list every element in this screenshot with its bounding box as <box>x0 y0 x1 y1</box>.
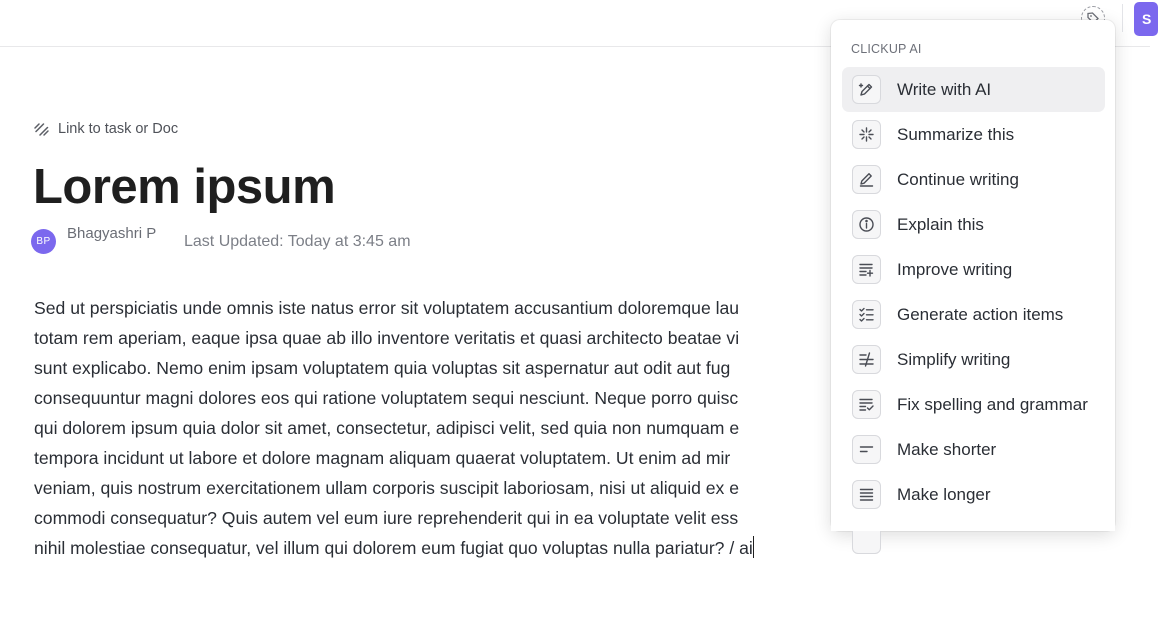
menu-list <box>842 67 1105 562</box>
page-title[interactable]: Lorem ipsum <box>33 160 336 214</box>
pencil-icon <box>852 165 881 194</box>
body-line: commodi consequatur? Quis autem vel eum iure reprehenderit qui in ea voluptate velit ess <box>34 508 739 528</box>
topbar-divider <box>1122 4 1123 32</box>
body-line: sunt explicabo. Nemo enim ipsam voluptatem quia voluptas sit aspernatur aut odit aut fug <box>34 358 731 378</box>
author-name[interactable]: Bhagyashri P <box>67 225 157 242</box>
menu-item-explain[interactable] <box>842 202 1105 247</box>
body-line: tempora incidunt ut labore et dolore magnam aliquam quaerat voluptatem. Ut enim ad mir <box>34 448 731 468</box>
link-label: Link to task or Doc <box>58 121 179 137</box>
long-lines-icon <box>852 480 881 509</box>
doc-meta <box>31 225 411 254</box>
body-line: Sed ut perspiciatis unde omnis iste natus error sit voluptatem accusantium doloremque lau <box>34 298 740 318</box>
last-updated: Last Updated: Today at 3:45 am <box>184 233 411 250</box>
not-equal-icon <box>852 345 881 374</box>
menu-item-write-with-ai[interactable] <box>842 67 1105 112</box>
short-lines-icon <box>852 435 881 464</box>
menu-item-label: Generate action items <box>897 304 1064 324</box>
menu-item-label: Write with AI <box>897 79 992 99</box>
menu-bottom-edge <box>831 521 1115 531</box>
doc-body[interactable] <box>34 293 894 563</box>
link-to-task-button[interactable] <box>33 119 178 139</box>
pen-sparkle-icon <box>852 75 881 104</box>
body-line: veniam, quis nostrum exercitationem ullam corporis suscipit laboriosam, nisi ut aliquid ex e <box>34 478 740 498</box>
lines-check-icon <box>852 390 881 419</box>
menu-item-label: Improve writing <box>897 259 1013 279</box>
menu-item-make-shorter[interactable] <box>842 427 1105 472</box>
menu-item-label: Make longer <box>897 484 991 504</box>
avatar[interactable]: BP <box>31 229 56 254</box>
ai-command-menu <box>831 20 1115 531</box>
menu-item-label: Make shorter <box>897 439 997 459</box>
body-line-text: nihil molestiae consequatur, vel illum qui dolorem eum fugiat quo voluptas nulla pariatur? / ai <box>34 538 753 558</box>
menu-item-generate-action-items[interactable] <box>842 292 1105 337</box>
menu-item-label: Fix spelling and grammar <box>897 394 1088 414</box>
menu-item-label: Continue writing <box>897 169 1019 189</box>
text-caret <box>753 536 754 558</box>
body-line: consequuntur magni dolores eos qui ratione voluptatem sequi nesciunt. Neque porro quisc <box>34 388 739 408</box>
body-line: qui dolorem ipsum quia dolor sit amet, consectetur, adipisci velit, sed quia non numquam e <box>34 418 740 438</box>
menu-item-summarize[interactable] <box>842 112 1105 157</box>
menu-item-improve-writing[interactable] <box>842 247 1105 292</box>
link-icon <box>33 121 50 138</box>
menu-item-continue-writing[interactable] <box>842 157 1105 202</box>
sparkle-icon <box>852 120 881 149</box>
checklist-icon <box>852 300 881 329</box>
info-icon <box>852 210 881 239</box>
body-line: totam rem aperiam, eaque ipsa quae ab illo inventore veritatis et quasi architecto beatae vi <box>34 328 740 348</box>
menu-item-simplify-writing[interactable] <box>842 337 1105 382</box>
menu-item-fix-spelling[interactable] <box>842 382 1105 427</box>
lines-plus-icon <box>852 255 881 284</box>
menu-item-label: Summarize this <box>897 124 1015 144</box>
primary-action-button[interactable]: S <box>1134 2 1158 36</box>
body-line-last <box>34 533 894 563</box>
menu-item-make-longer[interactable] <box>842 472 1105 517</box>
menu-header: CLICKUP AI <box>851 42 922 56</box>
menu-item-label: Explain this <box>897 214 984 234</box>
menu-item-label: Simplify writing <box>897 349 1011 369</box>
